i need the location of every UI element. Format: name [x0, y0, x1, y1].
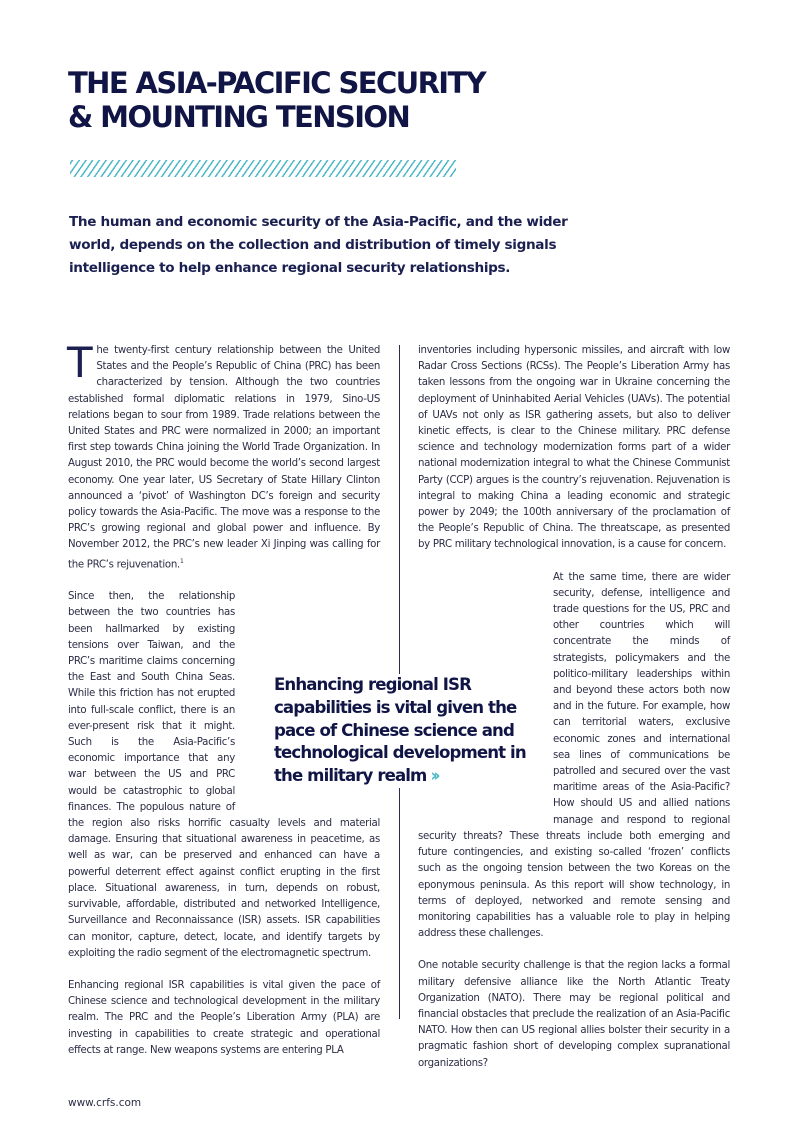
pull-quote	[274, 674, 534, 788]
page-title-line-1: THE ASIA-PACIFIC SECURITY	[68, 66, 486, 100]
hatched-divider	[70, 160, 456, 177]
drop-cap: T	[67, 338, 93, 387]
left-paragraph-3: Enhancing regional ISR capabilities is vital given the pace of Chinese science and technological development in the military realm. The PRC and the People’s Liberation Army (PLA) are investing in capabilities to create strategic and operational effects at range. New weapons systems are entering PLA	[68, 979, 380, 1056]
right-paragraph-3: One notable security challenge is that the region lacks a formal military defensive alliance like the North Atlantic Treaty Organization (NATO). There may be regional political and financial obstacles that preclude the realization of an Asia-Pacific NATO. How then can US regional allies bolster their security in a pragmatic fashion short of developing complex supranational organizations?	[418, 960, 730, 1069]
left-paragraph-2-text: Since then, the relationship between the two countries has been hallmarked by existing tensions over Taiwan, and the PRC’s maritime claims concerning the East and South China Seas. While this friction has not erupted into full-scale conflict, there is an ever-present risk that it might. Such is the Asia-Pacific’s economic importance that any war between the US and PRC would be catastrophic to global finances. The populous nature of the region also risks horrific casualty levels and material damage. Ensuring that situational awareness in peacetime, as well as war, can be preserved and enhanced can have a powerful deterrent effect against conflict erupting in the first place. Situational awareness, in turn, depends on robust, survivable, affordable, distributed and networked Intelligence, Surveillance and Reconnaissance (ISR) assets. ISR capabilities can monitor, capture, detect, locate, and identify targets by exploiting the radio segment of the electromagnetic spectrum.	[68, 591, 380, 959]
pull-quote-text: Enhancing regional ISR capabilities is vital given the pace of Chinese science and technological development in the military realm	[274, 675, 526, 786]
footer-url: www.crfs.com	[68, 1097, 142, 1109]
double-chevron-right-icon: ››	[430, 766, 437, 787]
left-paragraph-1	[67, 338, 380, 573]
right-paragraph-1: inventories including hypersonic missiles, and aircraft with low Radar Cross Sections (RCSs). The People’s Liberation Army has taken lessons from the ongoing war in Ukraine concerning the deployment of Uninhabited Aerial Vehicles (UAVs). The potential of UAVs not only as ISR gathering assets, but also to deliver kinetic effects, is clear to the Chinese military. PRC defense science and technology modernization forms part of a wider national modernization integral to what the Chinese Communist Party (CCP) argues is the country’s rejuvenation. Rejuvenation is integral to making China a leading economic and strategic power by 2049; the 100th anniversary of the proclamation of the People’s Republic of China. The threatscape, as presented by PRC military technological innovation, is a cause for concern.	[418, 345, 730, 551]
left-paragraph-1-text: he twenty-first century relationship between the United States and the People’s Republic of China (PRC) has been characterized by tension. Although the two countries established formal diplomatic relations in 1979, Sino-US relations began to sour from 1989. Trade relations between the United States and PRC were normalized in 2000; an important first step towards China joining the World Trade Organization. In August 2010, the PRC would become the world’s second largest economy. One year later, US Secretary of State Hillary Clinton announced a ‘pivot’ of Washington DC’s foreign and security policy towards the Asia-Pacific. The move was a response to the PRC’s growing regional and global power and influence. By November 2012, the PRC’s new leader Xi Jinping was calling for the PRC’s rejuvenation.	[68, 345, 380, 571]
right-paragraph-2-text: At the same time, there are wider security, defense, intelligence and trade questions for the US, PRC and other countries which will concentrate the minds of strategists, policymakers and the politico-military leaderships within and beyond these actors both now and in the future. For example, how can territorial waters, exclusive economic zones and international sea lines of communications be patrolled and secured over the vast maritime areas of the Asia-Pacific? How should US and allied nations manage and respond to regional security threats? These threats include both emerging and future contingencies, and existing so-called ‘frozen’ conflicts such as the ongoing tension between the two Koreas on the eponymous peninsula. As this report will show technology, in terms of deployed, networked and remote sensing and monitoring capabilities has a valuable role to play in helping address these challenges.	[418, 571, 730, 940]
footnote-marker: 1	[179, 557, 184, 565]
page-title-line-2: & MOUNTING TENSION	[68, 100, 410, 134]
lead-paragraph: The human and economic security of the Asia-Pacific, and the wider world, depends on the collection and distribution of timely signals intelligence to help enhance regional security relationships.	[69, 214, 568, 276]
page-title	[68, 66, 748, 134]
